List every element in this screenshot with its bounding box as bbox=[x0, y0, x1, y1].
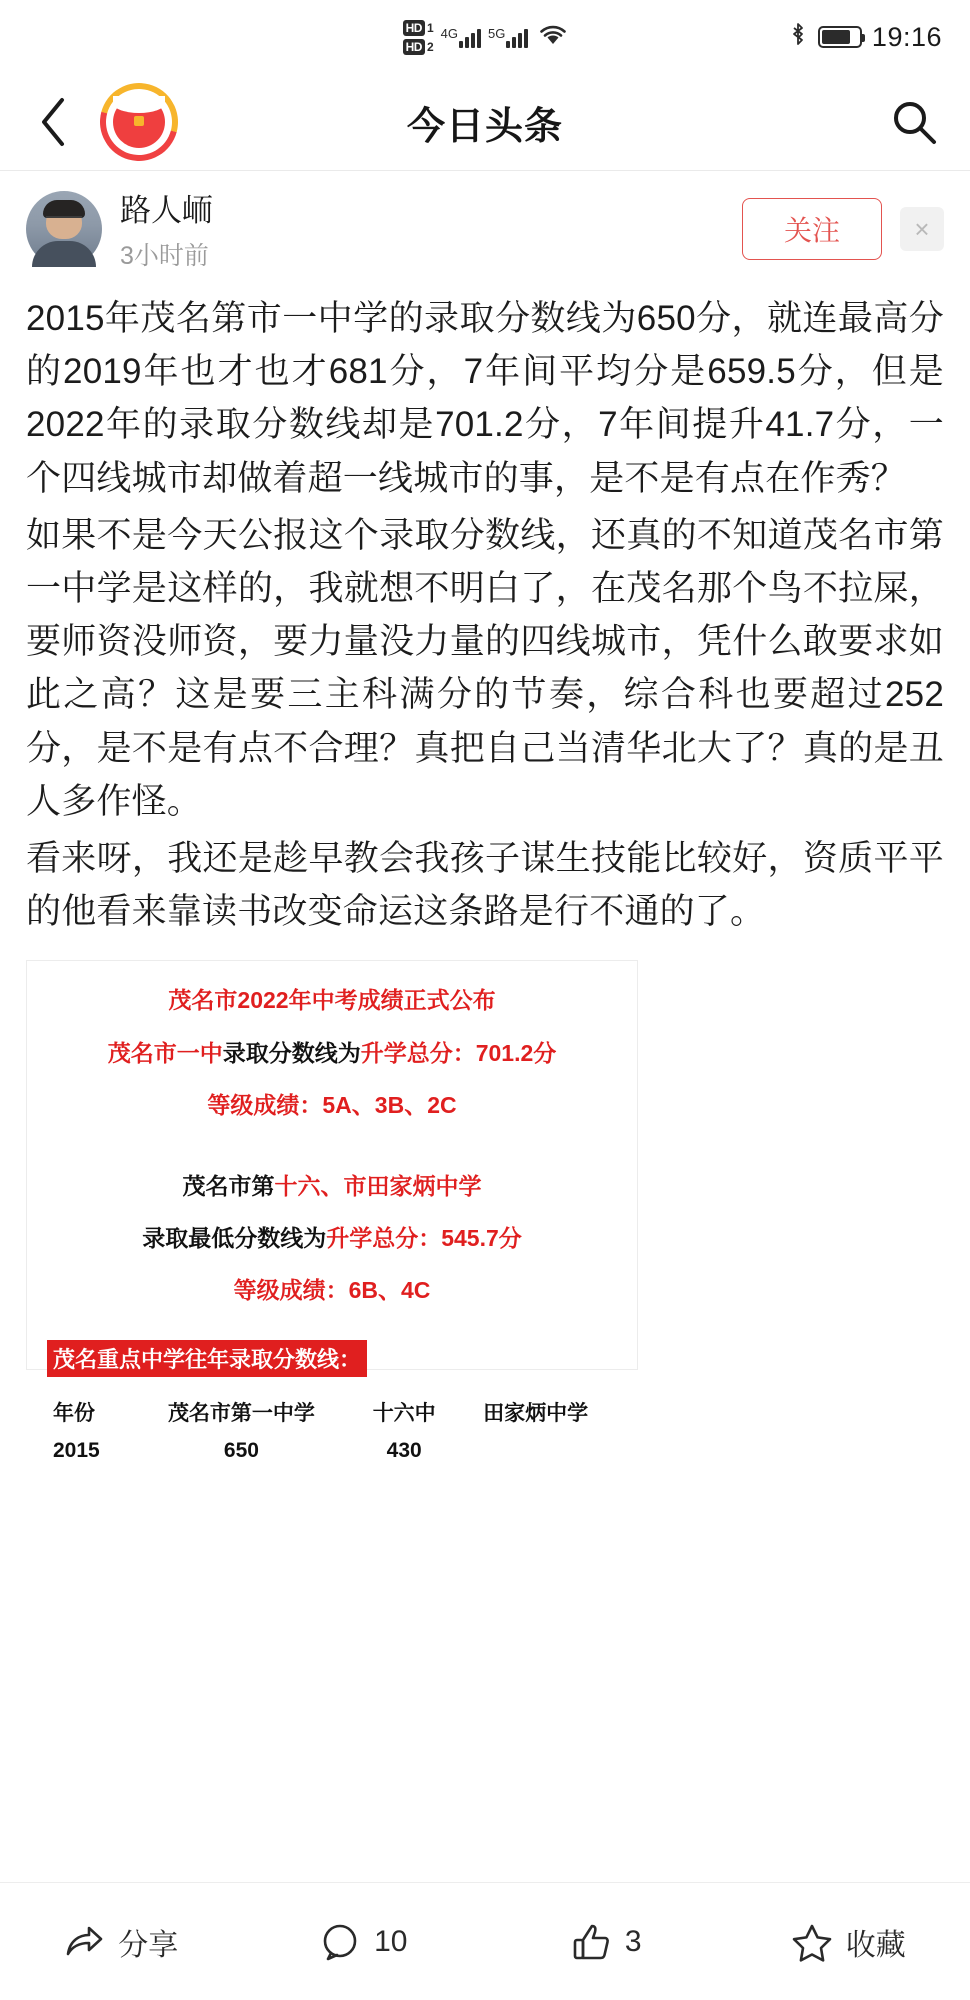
share-button[interactable] bbox=[0, 1920, 243, 1964]
card-score-table bbox=[47, 1391, 617, 1469]
star-icon bbox=[792, 1922, 832, 1962]
hd-index-1: 1 bbox=[426, 20, 434, 35]
table-header-school-1: 茂名市第一中学 bbox=[167, 1401, 315, 1425]
search-icon[interactable] bbox=[884, 92, 944, 152]
table-cell-year: 2015 bbox=[53, 1438, 100, 1462]
table-cell-school-3 bbox=[454, 1433, 617, 1469]
card-grades-1: 等级成绩：5A、3B、2C bbox=[207, 1092, 457, 1119]
action-bar bbox=[0, 1882, 970, 2000]
card-line-5 bbox=[47, 1225, 617, 1251]
volte-hd-indicators bbox=[403, 20, 434, 55]
hd-label-2: HD bbox=[403, 39, 425, 55]
follow-button[interactable]: 关注 bbox=[742, 198, 882, 260]
share-label: 分享 bbox=[118, 1928, 179, 1962]
network-type-1: 4G bbox=[440, 26, 459, 41]
close-icon[interactable]: × bbox=[900, 207, 944, 251]
author-meta bbox=[120, 185, 213, 272]
author-name[interactable]: 路人峏 bbox=[120, 193, 213, 228]
network-type-2: 5G bbox=[488, 26, 506, 41]
signal-bars-icon-2 bbox=[506, 26, 528, 48]
hd-index-2: 2 bbox=[426, 39, 434, 54]
author-row bbox=[0, 171, 970, 282]
signal-bars-icon-1 bbox=[459, 26, 481, 48]
battery-icon bbox=[818, 26, 862, 48]
card-school-name-1: 茂名市一中 bbox=[107, 1039, 223, 1066]
publish-time: 3小时前 bbox=[120, 242, 209, 270]
like-count: 3 bbox=[624, 1924, 642, 1958]
article-paragraph-1: 2015年茂名第市一中学的录取分数线为650分，就连最高分的2019年也才也才681分，7年间平均分是659.5分，但是2022年的录取分数线却是701.2分，7年间提升41.7分，一个四线城市却做着超一线城市的事，是不是有点在作秀？ bbox=[26, 299, 944, 498]
hd-indicator-2 bbox=[403, 39, 434, 55]
table-header-school-3: 田家炳中学 bbox=[483, 1401, 589, 1425]
embedded-image-card[interactable] bbox=[26, 960, 638, 1462]
favorite-button[interactable] bbox=[728, 1920, 970, 1964]
card-table-caption: 茂名重点中学往年录取分数线： bbox=[47, 1340, 367, 1377]
app-bar bbox=[0, 74, 970, 170]
status-bar-right bbox=[788, 22, 942, 53]
back-chevron-icon[interactable] bbox=[26, 95, 80, 149]
table-cell-school-1: 650 bbox=[223, 1438, 259, 1462]
card-line5-prefix: 录取最低分数线为 bbox=[142, 1225, 327, 1251]
comment-count: 10 bbox=[374, 1924, 408, 1958]
table-header-year: 年份 bbox=[53, 1401, 95, 1425]
card-score-1: 升学总分：701.2分 bbox=[360, 1039, 557, 1066]
table-header-school-2: 十六中 bbox=[372, 1401, 436, 1425]
card-grades-2: 等级成绩：6B、4C bbox=[233, 1277, 431, 1304]
signal-group-2 bbox=[488, 26, 528, 48]
card-line-4 bbox=[47, 1173, 617, 1199]
wifi-icon bbox=[539, 24, 567, 51]
card-line2-mid: 录取分数线为 bbox=[222, 1039, 361, 1066]
card-title: 茂名市2022年中考成绩正式公布 bbox=[168, 987, 496, 1014]
page-title: 今日头条 bbox=[406, 105, 563, 148]
favorite-label: 收藏 bbox=[845, 1928, 906, 1962]
thumbs-up-icon bbox=[571, 1922, 611, 1962]
card-line-2 bbox=[47, 1040, 617, 1066]
table-row bbox=[47, 1433, 617, 1469]
card-line4-prefix: 茂名市第 bbox=[182, 1172, 275, 1199]
bluetooth-icon bbox=[788, 22, 808, 53]
table-cell-school-2: 430 bbox=[386, 1438, 422, 1462]
toutiao-logo-icon[interactable] bbox=[100, 83, 178, 161]
comment-bubble-icon bbox=[320, 1922, 360, 1962]
hd-indicator-1 bbox=[403, 20, 434, 36]
like-button[interactable] bbox=[485, 1922, 728, 1962]
status-bar bbox=[0, 0, 970, 74]
comment-button[interactable] bbox=[243, 1922, 486, 1962]
status-clock: 19:16 bbox=[871, 21, 942, 52]
table-header-row bbox=[47, 1391, 617, 1433]
signal-group-1 bbox=[441, 26, 481, 48]
article-content bbox=[0, 282, 970, 1882]
article-paragraph-3: 看来呀，我还是趁早教会我孩子谋生技能比较好，资质平平的他看来靠读书改变命运这条路是行不通的了。 bbox=[26, 838, 944, 932]
card-score-2: 升学总分：545.7分 bbox=[326, 1225, 522, 1251]
share-arrow-icon bbox=[64, 1922, 104, 1962]
avatar[interactable] bbox=[26, 191, 102, 267]
card-school-name-2: 十六、市田家炳中学 bbox=[274, 1172, 482, 1199]
article-paragraph-2: 如果不是今天公报这个录取分数线，还真的不知道茂名市第一中学是这样的，我就想不明白了，在茂名那个鸟不拉屎，要师资没师资，要力量没力量的四线城市，凭什么敢要求如此之高？这是要三主科满分的节奏，综合科也要超过252分，是不是有点不合理？真把自己当清华北大了？真的是丑人多作怪。 bbox=[26, 515, 944, 821]
hd-label-1: HD bbox=[403, 20, 425, 36]
